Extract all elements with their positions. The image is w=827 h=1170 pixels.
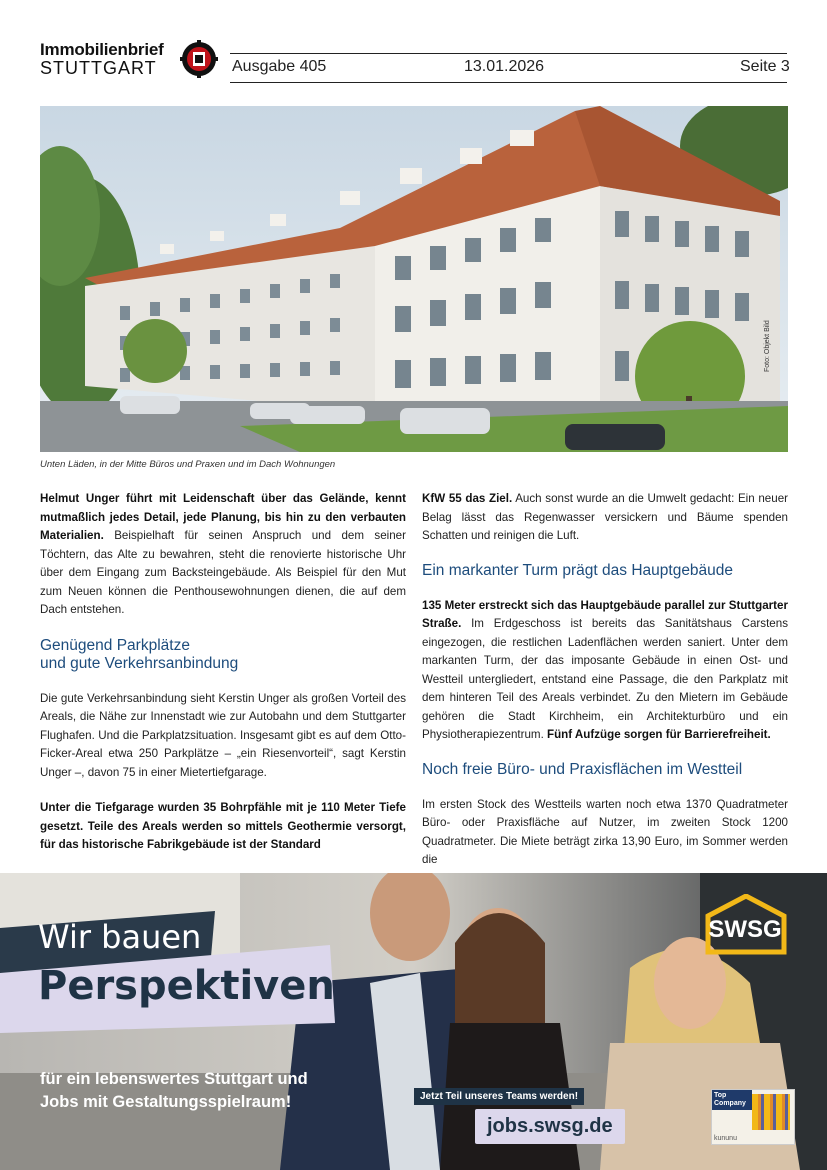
kununu-award-badge (711, 1089, 795, 1145)
brand-line-1: Immobilienbrief (40, 40, 164, 59)
subheading-parking-line1: Genügend Parkplätze (40, 636, 190, 654)
right-lead-rest: Auch sonst wurde an die Umwelt gedacht: Ein neuer Belag lässt das Regenwasser versickern und Bäume spenden Schatten und reinigen die Luft. (422, 492, 788, 542)
left-paragraph-2: Die gute Verkehrsanbindung sieht Kerstin Unger als großen Vorteil des Areals, die Nähe zur Innenstadt wie zur Autobahn und dem Stuttgarter Flughafen. Und die Parkplatzsituation. Insgesamt gibt es auf dem Otto-Ficker-Areal etwa 250 Parkplätze – „ein Riesenvorteil“, sagt Kerstin Unger –, davon 75 in einer Mietertiefgarage. (40, 691, 406, 779)
building-photo (40, 106, 788, 452)
left-paragraph-1 (40, 490, 406, 620)
article-left-column (40, 490, 406, 855)
award-line2: Company (714, 1100, 746, 1107)
ad-subline-1: für ein lebenswertes Stuttgart und (40, 1070, 308, 1088)
right-paragraph-2-end-bold: Fünf Aufzüge sorgen für Barrierefreiheit. (543, 728, 771, 741)
left-lead-bold: Helmut Unger führt mit Leidenschaft über das Gelände, kennt mutmaßlich jedes Detail, jede Planung, bis hin zu den verbauten Materialien. (40, 492, 406, 542)
subheading-tower: Ein markanter Turm prägt das Hauptgebäude (422, 561, 734, 579)
left-paragraph-3 (40, 799, 406, 855)
award-brand: kununu (714, 1135, 737, 1142)
ad-cta-label: Jetzt Teil unseres Teams werden! (414, 1088, 584, 1105)
header-rule-top (230, 53, 787, 54)
issue-date: 13.01.2026 (464, 58, 545, 75)
article-right-column (422, 490, 788, 870)
stuttgart-seal-icon (180, 40, 218, 78)
photo-caption: Unten Läden, in der Mitte Büros und Praxen und im Dach Wohnungen (40, 459, 336, 470)
swsg-logo-text: SWSG (708, 916, 782, 943)
right-paragraph-2 (422, 597, 788, 745)
right-paragraph-3: Im ersten Stock des Westteils warten noch etwa 1370 Quadratmeter Büro- oder Praxisfläche auf Nutzer, im zweiten Stock 1200 Quadratmeter. Die Miete beträgt zirka 13,90 Euro, im Sommer werden die (422, 797, 788, 866)
subheading-parking (40, 637, 406, 673)
ad-jobs-link[interactable]: jobs.swsg.de (475, 1109, 625, 1144)
subheading-parking-line2: und gute Verkehrsanbindung (40, 654, 239, 672)
ad-subline (40, 1068, 308, 1114)
photo-credit: Foto: Objekt Bild (764, 320, 771, 372)
ad-title-line2: Perspektiven (38, 963, 335, 1009)
ad-title-line1: Wir bauen (38, 918, 202, 956)
right-paragraph-2-rest: Im Erdgeschoss ist bereits das Sanitätshaus Carstens eingezogen, die restlichen Ladenflächen werden saniert. Unter dem markanten Turm, der das imposante Gebäude in einen Ost- und Westteil untergliedert, entstand eine Passage, die den Parkplatz mit dem hinteren Teil des Areals verbindet. Zu den Mietern im Gebäude gehören die Stadt Kirchheim, ein Architekturbüro und ein Physiotherapiezentrum. (422, 617, 788, 741)
right-paragraph-1 (422, 490, 788, 546)
award-line1: Top (714, 1092, 727, 1099)
subheading-west-wing: Noch freie Büro- und Praxisflächen im Westteil (422, 760, 743, 778)
header-rule-bottom (230, 82, 787, 83)
left-paragraph-3-bold: Unter die Tiefgarage wurden 35 Bohrpfähle mit je 110 Meter Tiefe gesetzt. Teile des Areals werden so mittels Geothermie versorgt, für das historische Fabrikgebäude ist der Standard (40, 801, 406, 851)
ad-subline-2: Jobs mit Gestaltungsspielraum! (40, 1093, 292, 1111)
right-paragraph-2-bold: 135 Meter erstreckt sich das Hauptgebäude parallel zur Stuttgarter Straße. (422, 598, 788, 630)
left-lead-rest: Beispielhaft für seinen Anspruch und dem seiner Töchtern, das Alte zu bewahren, steht die renovierte historische Uhr über dem Eingang zum Backsteingebäude. Als Beispiel für den Mut zum Neuen können die Penthousewohnungen dienen, die auf dem Dach entstehen. (40, 529, 406, 616)
brand-line-2: STUTTGART (40, 58, 157, 78)
right-lead-bold: KfW 55 das Ziel. (422, 492, 513, 505)
issue-number: Ausgabe 405 (232, 58, 327, 75)
page-number: Seite 3 (740, 58, 790, 75)
